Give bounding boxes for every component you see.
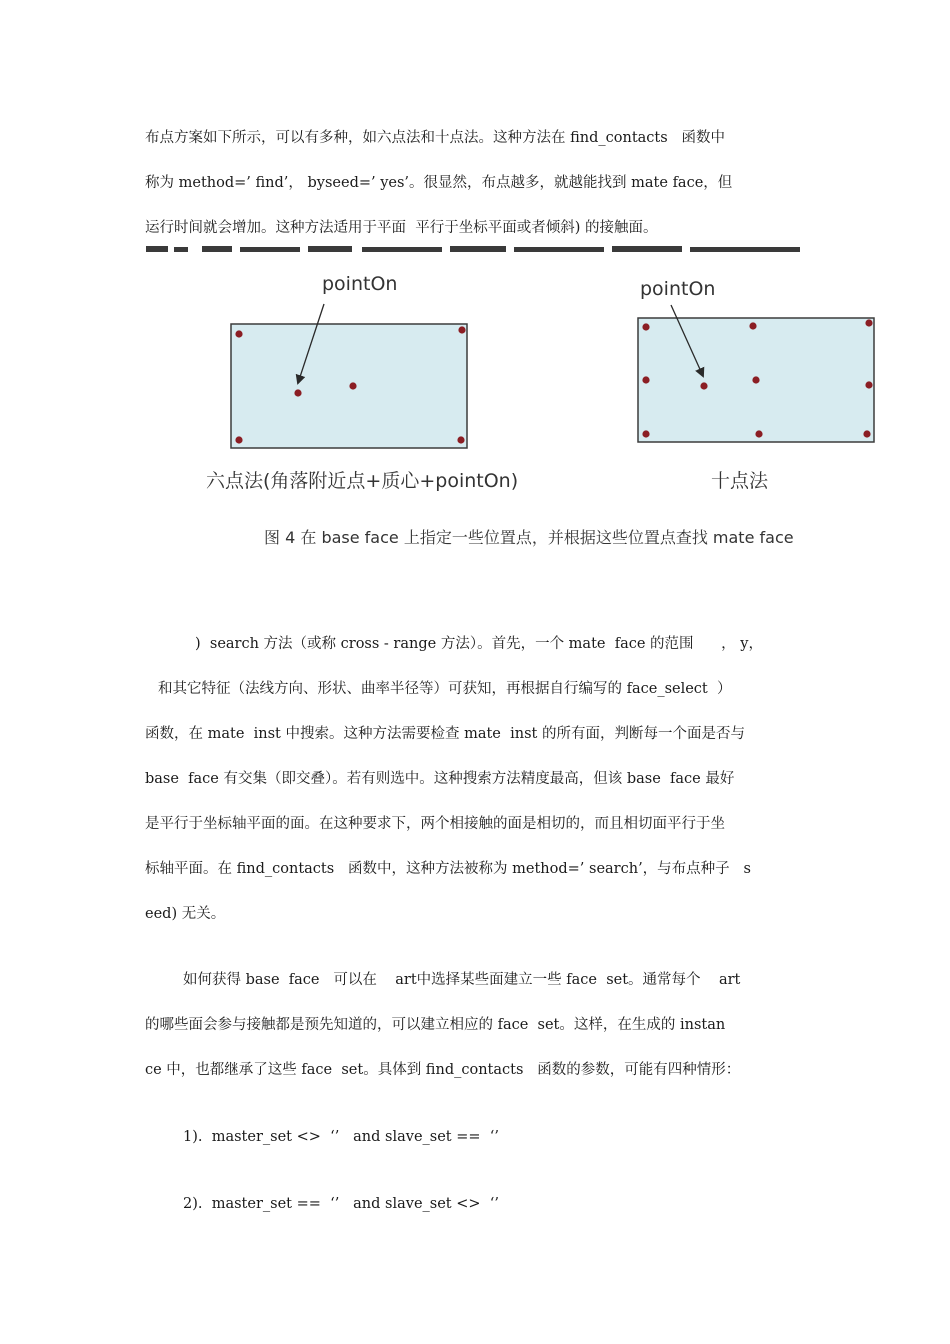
dot [349, 382, 356, 389]
dot [749, 322, 756, 329]
case-2: 2). master_set == ‘’ and slave_set <> ‘’ [183, 1196, 499, 1212]
dot [642, 430, 649, 437]
dot [235, 330, 242, 337]
dot [294, 389, 301, 396]
baseface-line-3: ce 中，也都继承了这些 face set。具体到 find_contacts 函数的参数，可能有四种情形： [145, 1062, 741, 1078]
search-line-7: eed) 无关。 [145, 906, 226, 922]
left-pointer-label: pointOn [322, 273, 398, 295]
six-point-panel [231, 324, 467, 448]
dot [235, 436, 242, 443]
six-point-title: 六点法(角落附近点+质心+pointOn) [206, 470, 519, 492]
intro-line-2: 称为 method=’ find’， byseed=’ yes’。很显然，布点越多，就越能找到 mate face，但 [145, 175, 733, 191]
figure-4 [140, 240, 900, 580]
dot [458, 326, 465, 333]
dot [642, 376, 649, 383]
search-line-5: 是平行于坐标轴平面的面。在这种要求下，两个相接触的面是相切的，而且相切面平行于坐 [145, 816, 725, 832]
search-line-2: 和其它特征（法线方向、形状、曲率半径等）可获知，再根据自行编写的 face_select ） [158, 681, 732, 697]
intro-line-3: 运行时间就会增加。这种方法适用于平面 平行于坐标平面或者倾斜) 的接触面。 [145, 220, 658, 236]
dot [457, 436, 464, 443]
baseface-line-1: 如何获得 base face 可以在 art中选择某些面建立一些 face set。通常每个 art [183, 972, 741, 988]
right-pointer-label: pointOn [640, 278, 716, 300]
dot [700, 382, 707, 389]
dot [865, 381, 872, 388]
dot [863, 430, 870, 437]
search-line-6: 标轴平面。在 find_contacts 函数中，这种方法被称为 method=’ search’，与布点种子 s [145, 861, 751, 877]
intro-line-1: 布点方案如下所示，可以有多种，如六点法和十点法。这种方法在 find_contacts 函数中 [145, 130, 726, 146]
ten-point-title: 十点法 [711, 470, 769, 492]
baseface-line-2: 的哪些面会参与接触都是预先知道的，可以建立相应的 face set。这样，在生成的 instan [145, 1017, 726, 1033]
search-line-4: base face 有交集（即交叠）。若有则选中。这种搜索方法精度最高，但该 base face 最好 [145, 771, 735, 787]
case-1: 1). master_set <> ‘’ and slave_set == ‘’ [183, 1129, 499, 1145]
dot [865, 319, 872, 326]
dot [752, 376, 759, 383]
search-line-1: ) search 方法（或称 cross - range 方法）。首先，一个 mate face 的范围 ， y， [195, 636, 763, 652]
figure-caption: 图 4 在 base face 上指定一些位置点，并根据这些位置点查找 mate face [264, 528, 794, 547]
dot [642, 323, 649, 330]
search-line-3: 函数，在 mate inst 中搜索。这种方法需要检查 mate inst 的所有面，判断每一个面是否与 [145, 726, 745, 742]
dot [755, 430, 762, 437]
